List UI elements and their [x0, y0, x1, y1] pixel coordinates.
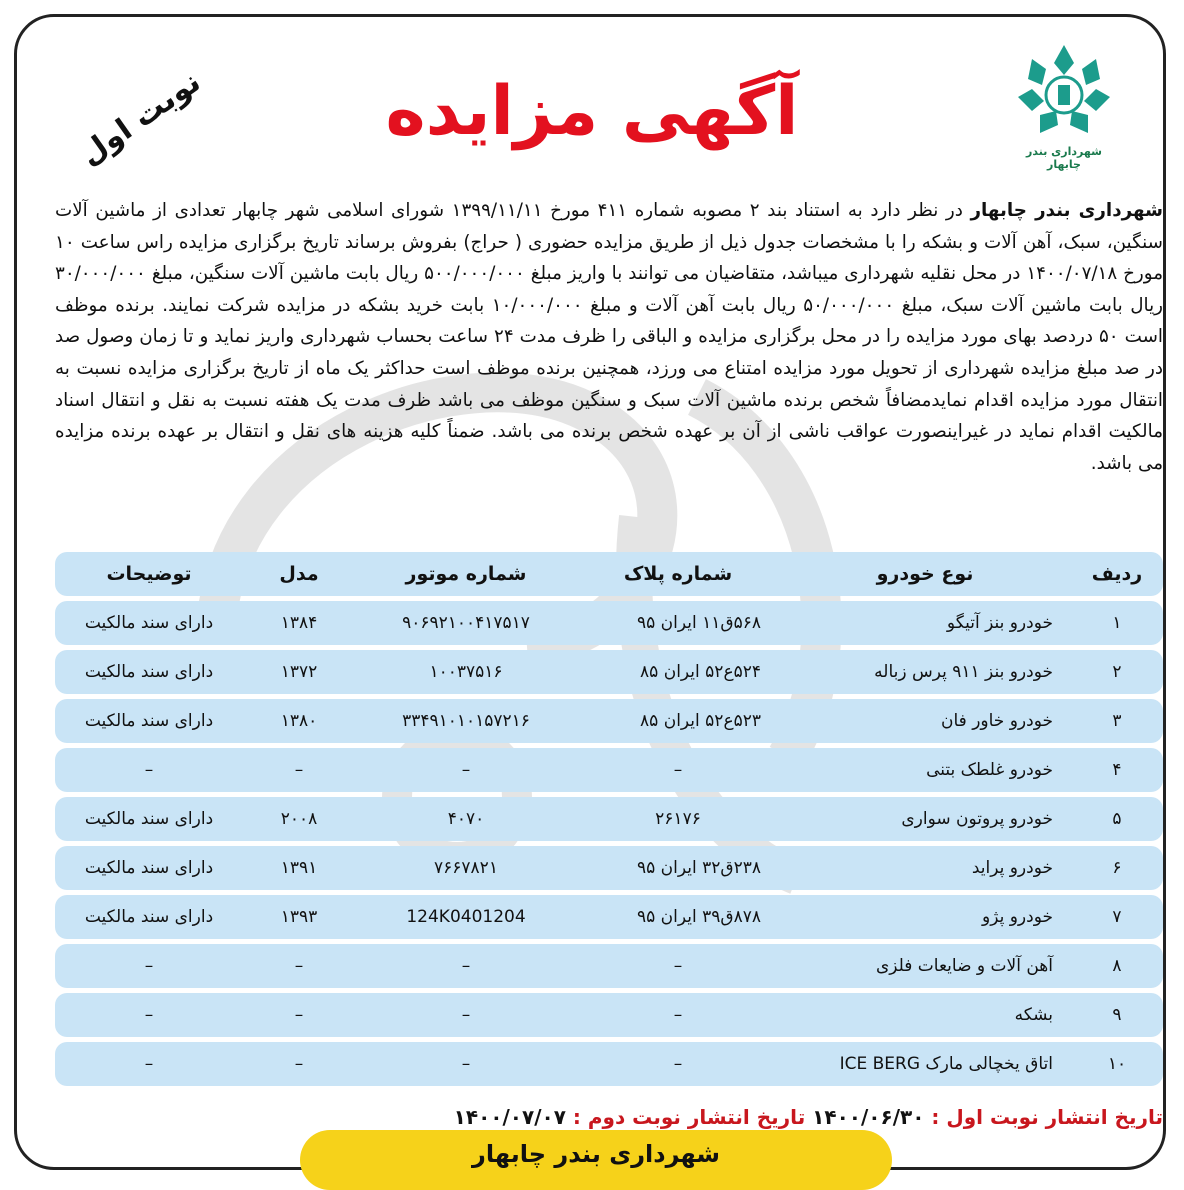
- cell-row-no: ۴: [1071, 748, 1163, 792]
- header-engine: شماره موتور: [355, 552, 577, 596]
- cell-model: ۱۳۹۱: [243, 846, 355, 890]
- cell-vehicle-type: آهن آلات و ضایعات فلزی: [779, 944, 1071, 988]
- cell-plate: ۲۶۱۷۶: [577, 797, 779, 841]
- cell-engine: ۹۰۶۹۲۱۰۰۴۱۷۵۱۷: [355, 601, 577, 645]
- table-row: [55, 993, 1163, 1037]
- cell-row-no: ۲: [1071, 650, 1163, 694]
- second-run-label: تاریخ انتشار نوبت دوم :: [572, 1105, 806, 1129]
- table-row: [55, 846, 1163, 890]
- table-row: [55, 944, 1163, 988]
- cell-row-no: ۱۰: [1071, 1042, 1163, 1086]
- cell-vehicle-type: خودرو خاور فان: [779, 699, 1071, 743]
- cell-vehicle-type: خودرو بنز ۹۱۱ پرس زباله: [779, 650, 1071, 694]
- cell-plate: ۸۷۸ق۳۹ ایران ۹۵: [577, 895, 779, 939]
- cell-engine: ۱۰۰۳۷۵۱۶: [355, 650, 577, 694]
- cell-model: ۱۳۷۲: [243, 650, 355, 694]
- publication-dates: [55, 1105, 1163, 1129]
- cell-model: ۱۳۸۴: [243, 601, 355, 645]
- cell-plate: –: [577, 1042, 779, 1086]
- cell-description: دارای سند مالکیت: [55, 797, 243, 841]
- cell-row-no: ۷: [1071, 895, 1163, 939]
- table-row: [55, 895, 1163, 939]
- cell-vehicle-type: اتاق یخچالی مارک ICE BERG: [779, 1042, 1071, 1086]
- header-row-no: ردیف: [1071, 552, 1163, 596]
- first-run-date: ۱۴۰۰/۰۶/۳۰: [812, 1105, 925, 1129]
- intro-lead: شهرداری بندر چابهار: [970, 200, 1163, 221]
- cell-description: دارای سند مالکیت: [55, 895, 243, 939]
- cell-description: دارای سند مالکیت: [55, 846, 243, 890]
- cell-plate: –: [577, 944, 779, 988]
- chabahar-emblem-icon: [1014, 41, 1114, 141]
- cell-plate: ۵۶۸ق۱۱ ایران ۹۵: [577, 601, 779, 645]
- table-row: [55, 699, 1163, 743]
- table-header-row: [55, 552, 1163, 596]
- cell-row-no: ۱: [1071, 601, 1163, 645]
- cell-model: ۲۰۰۸: [243, 797, 355, 841]
- cell-engine: –: [355, 944, 577, 988]
- cell-model: ۱۳۸۰: [243, 699, 355, 743]
- municipality-logo: [1009, 41, 1119, 181]
- page-title: آگهی مزایده: [385, 72, 799, 151]
- cell-model: –: [243, 748, 355, 792]
- cell-model: –: [243, 993, 355, 1037]
- notice-frame: [14, 14, 1166, 1170]
- cell-row-no: ۳: [1071, 699, 1163, 743]
- cell-engine: –: [355, 748, 577, 792]
- cell-row-no: ۸: [1071, 944, 1163, 988]
- cell-description: دارای سند مالکیت: [55, 601, 243, 645]
- cell-vehicle-type: خودرو پروتون سواری: [779, 797, 1071, 841]
- cell-plate: ۵۲۳ع۵۲ ایران ۸۵: [577, 699, 779, 743]
- cell-description: –: [55, 748, 243, 792]
- cell-model: –: [243, 1042, 355, 1086]
- cell-vehicle-type: خودرو غلطک بتنی: [779, 748, 1071, 792]
- cell-vehicle-type: خودرو پراید: [779, 846, 1071, 890]
- table-row: [55, 748, 1163, 792]
- header-plate: شماره پلاک: [577, 552, 779, 596]
- header-model: مدل: [243, 552, 355, 596]
- cell-row-no: ۹: [1071, 993, 1163, 1037]
- items-table: [55, 547, 1163, 1091]
- cell-engine: –: [355, 1042, 577, 1086]
- intro-paragraph: [55, 195, 1163, 479]
- cell-plate: ۲۳۸ق۳۲ ایران ۹۵: [577, 846, 779, 890]
- second-run-date: ۱۴۰۰/۰۷/۰۷: [453, 1105, 566, 1129]
- cell-engine: –: [355, 993, 577, 1037]
- header-vehicle-type: نوع خودرو: [779, 552, 1071, 596]
- cell-model: ۱۳۹۳: [243, 895, 355, 939]
- cell-description: –: [55, 1042, 243, 1086]
- cell-description: دارای سند مالکیت: [55, 699, 243, 743]
- cell-description: –: [55, 944, 243, 988]
- cell-vehicle-type: بشکه: [779, 993, 1071, 1037]
- logo-caption: شهرداری بندر چابهار: [1026, 145, 1102, 171]
- cell-row-no: ۵: [1071, 797, 1163, 841]
- cell-engine: ۷۶۶۷۸۲۱: [355, 846, 577, 890]
- cell-vehicle-type: خودرو پژو: [779, 895, 1071, 939]
- round-label-text: نوبت اول: [73, 64, 208, 173]
- table-row: [55, 797, 1163, 841]
- cell-row-no: ۶: [1071, 846, 1163, 890]
- cell-vehicle-type: خودرو بنز آتیگو: [779, 601, 1071, 645]
- intro-text: در نظر دارد به استناد بند ۲ مصوبه شماره ۴۱۱ مورخ ۱۳۹۹/۱۱/۱۱ شورای اسلامی شهر چابهار تعدادی از ماشین آلات سنگین، سبک، آهن آلات و بشکه را با مشخصات جدول ذیل از طریق مزایده حضوری ( حراج) بفروش برساند تاریخ برگزاری مزایده راس ساعت ۱۰ مورخ ۱۴۰۰/۰۷/۱۸ در محل نقلیه شهرداری میباشد، متقاضیان می توانند با واریز مبلغ ۵۰۰/۰۰۰/۰۰۰ ریال بابت ماشین آلات سنگین، مبلغ ۳۰/۰۰۰/۰۰۰ ریال بابت ماشین آلات سبک، مبلغ ۵۰/۰۰۰/۰۰۰ ریال بابت آهن آلات و مبلغ ۱۰/۰۰۰/۰۰۰ بابت خرید بشکه در مزایده شرکت نمایند. برنده موظف است ۵۰ دردصد بهای مورد مزایده را در محل برگزاری مزایده و الباقی را ظرف مدت ۲۴ ساعت بحساب شهرداری واریز نماید و تا زمان وصول صد در صد مبلغ مزایده شهرداری از تحویل مورد مزایده امتناع می ورزد، همچنین برنده موظف است حداکثر یک ماه از تاریخ برگزاری مزایده نسبت به انتقال مورد مزایده اقدام نمایدمضافاً شخص برنده ماشین آلات سبک و سنگین موظف می باشد ظرف مدت یک هفته نسبت به نقل و انتقال اسناد مالکیت اقدام نماید در غیراینصورت عواقب ناشی از آن بر عهده شخص برنده می باشد. ضمناً کلیه هزینه های نقل و انتقال بر عهده برنده مزایده می باشد.: [55, 200, 1163, 474]
- cell-description: دارای سند مالکیت: [55, 650, 243, 694]
- cell-engine: ۴۰۷۰: [355, 797, 577, 841]
- cell-engine: 124K0401204: [355, 895, 577, 939]
- cell-description: –: [55, 993, 243, 1037]
- cell-plate: –: [577, 993, 779, 1037]
- table-row: [55, 650, 1163, 694]
- first-run-label: تاریخ انتشار نوبت اول :: [931, 1105, 1163, 1129]
- cell-engine: ۳۳۴۹۱۰۱۰۱۵۷۲۱۶: [355, 699, 577, 743]
- cell-model: –: [243, 944, 355, 988]
- cell-plate: –: [577, 748, 779, 792]
- cell-plate: ۵۲۴ع۵۲ ایران ۸۵: [577, 650, 779, 694]
- table-row: [55, 601, 1163, 645]
- header-description: توضیحات: [55, 552, 243, 596]
- table-row: [55, 1042, 1163, 1086]
- round-label: [51, 57, 241, 177]
- footer-organization: شهرداری بندر چابهار: [300, 1130, 892, 1190]
